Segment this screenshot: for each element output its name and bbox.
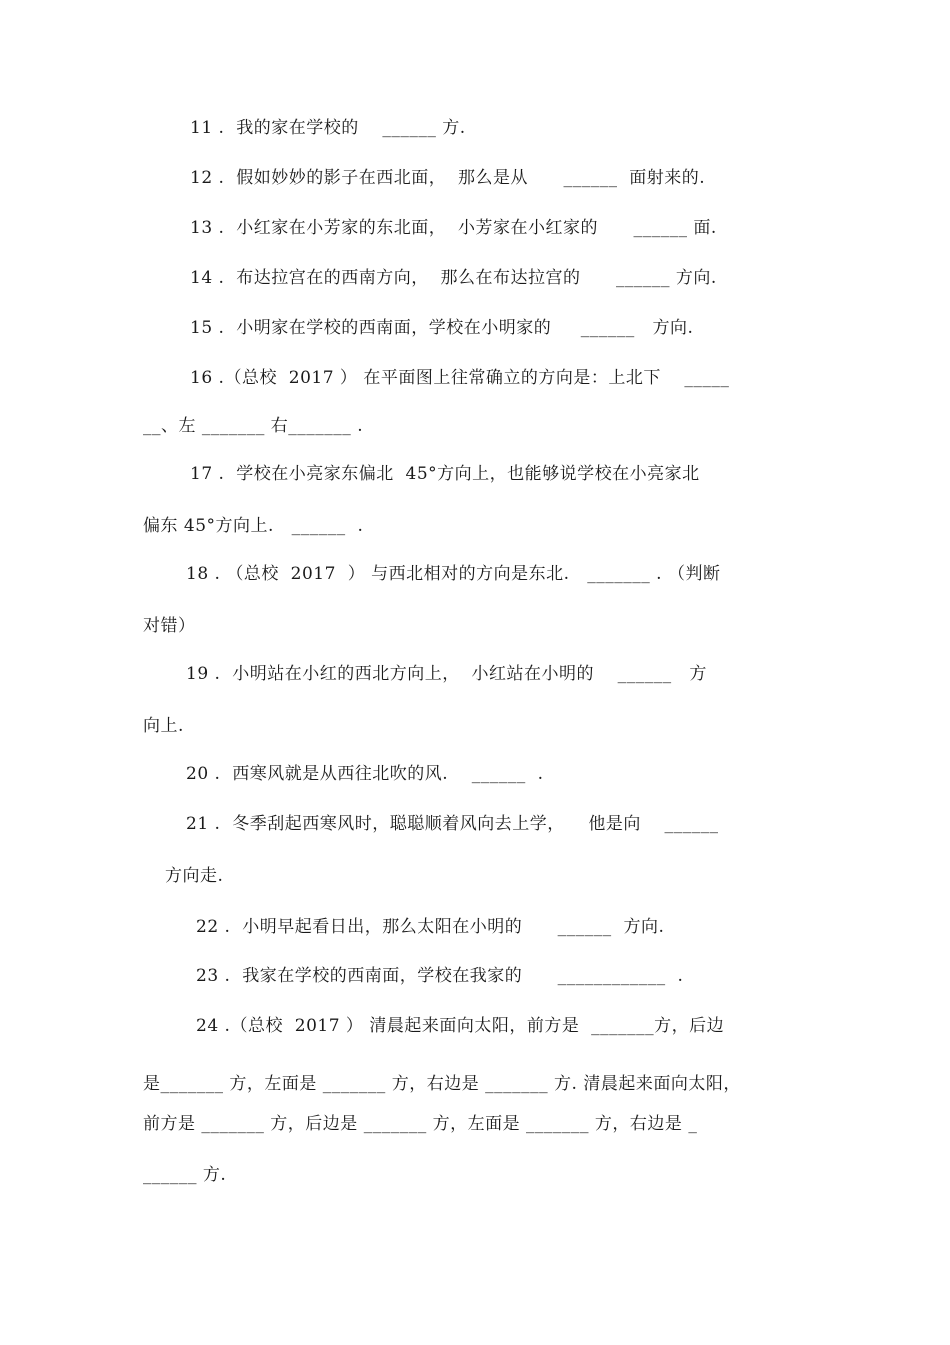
- q16-line-2: __、左 _______ 右_______ .: [143, 416, 364, 436]
- q17-line-2: 偏东 45°方向上. ______ .: [143, 516, 364, 536]
- q20-line: 20 . 西寒风就是从西往北吹的风. ______ .: [186, 764, 544, 784]
- q15-line: 15 . 小明家在学校的西南面，学校在小明家的 ______ 方向.: [190, 318, 694, 338]
- q21-line-2: 方向走.: [165, 866, 224, 886]
- q24-line-2: 是_______ 方，左面是 _______ 方，右边是 _______ 方. 清晨起来面向太阳，: [143, 1074, 741, 1094]
- q19-line-1: 19 . 小明站在小红的西北方向上， 小红站在小明的 ______ 方: [186, 664, 707, 684]
- q24-line-1: 24 .（总校 2017 ） 清晨起来面向太阳，前方是 _______方，后边: [196, 1016, 725, 1036]
- q14-line: 14 . 布达拉宫在的西南方向， 那么在布达拉宫的 ______ 方向.: [190, 268, 717, 288]
- q24-line-3: 前方是 _______ 方，后边是 _______ 方，左面是 _______ 方，右边是 _: [143, 1114, 698, 1134]
- q18-line-2: 对错）: [143, 616, 196, 636]
- q12-line: 12 . 假如妙妙的影子在西北面， 那么是从 ______ 面射来的.: [190, 168, 706, 188]
- q13-line: 13 . 小红家在小芳家的东北面， 小芳家在小红家的 ______ 面.: [190, 218, 717, 238]
- q22-line: 22 . 小明早起看日出，那么太阳在小明的 ______ 方向.: [196, 917, 665, 937]
- q21-line-1: 21 . 冬季刮起西寒风时，聪聪顺着风向去上学， 他是向 ______: [186, 814, 719, 834]
- q16-line-1: 16 .（总校 2017 ） 在平面图上往常确立的方向是：上北下 _____: [190, 368, 730, 388]
- q11-line: 11 . 我的家在学校的 ______ 方.: [190, 118, 466, 138]
- q19-line-2: 向上.: [143, 716, 184, 736]
- q24-line-4: ______ 方.: [143, 1165, 227, 1185]
- q23-line: 23 . 我家在学校的西南面，学校在我家的 ____________ .: [196, 966, 684, 986]
- q18-line-1: 18 . （总校 2017 ） 与西北相对的方向是东北. _______ . （判断: [186, 564, 721, 584]
- q17-line-1: 17 . 学校在小亮家东偏北 45°方向上，也能够说学校在小亮家北: [190, 464, 700, 484]
